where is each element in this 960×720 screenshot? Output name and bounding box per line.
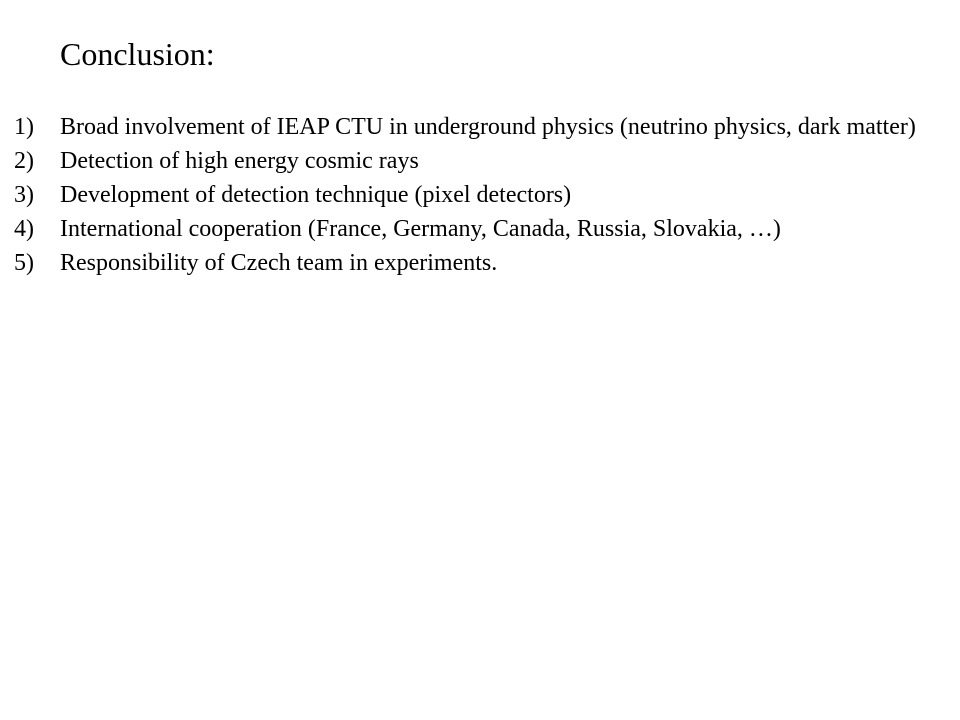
list-item [14, 246, 950, 280]
list-item [14, 212, 950, 246]
list-item-number: 5) [14, 250, 34, 276]
list-item-text: Broad involvement of IEAP CTU in underground physics (neutrino physics, dark matter) [60, 114, 916, 140]
list-item-text: Detection of high energy cosmic rays [60, 148, 419, 174]
list-item-number: 4) [14, 216, 34, 242]
list-item-number: 1) [14, 114, 34, 140]
list-item-text: Development of detection technique (pixel detectors) [60, 182, 572, 208]
list-item-number: 3) [14, 182, 34, 208]
list-item [14, 178, 950, 212]
list-item [14, 144, 950, 178]
conclusion-list [14, 110, 950, 280]
list-item-text: Responsibility of Czech team in experiments. [60, 250, 498, 276]
list-item-number: 2) [14, 148, 34, 174]
list-item-text: International cooperation (France, Germany, Canada, Russia, Slovakia, …) [60, 216, 781, 242]
list-item [14, 110, 950, 144]
slide-title: Conclusion: [60, 36, 215, 72]
